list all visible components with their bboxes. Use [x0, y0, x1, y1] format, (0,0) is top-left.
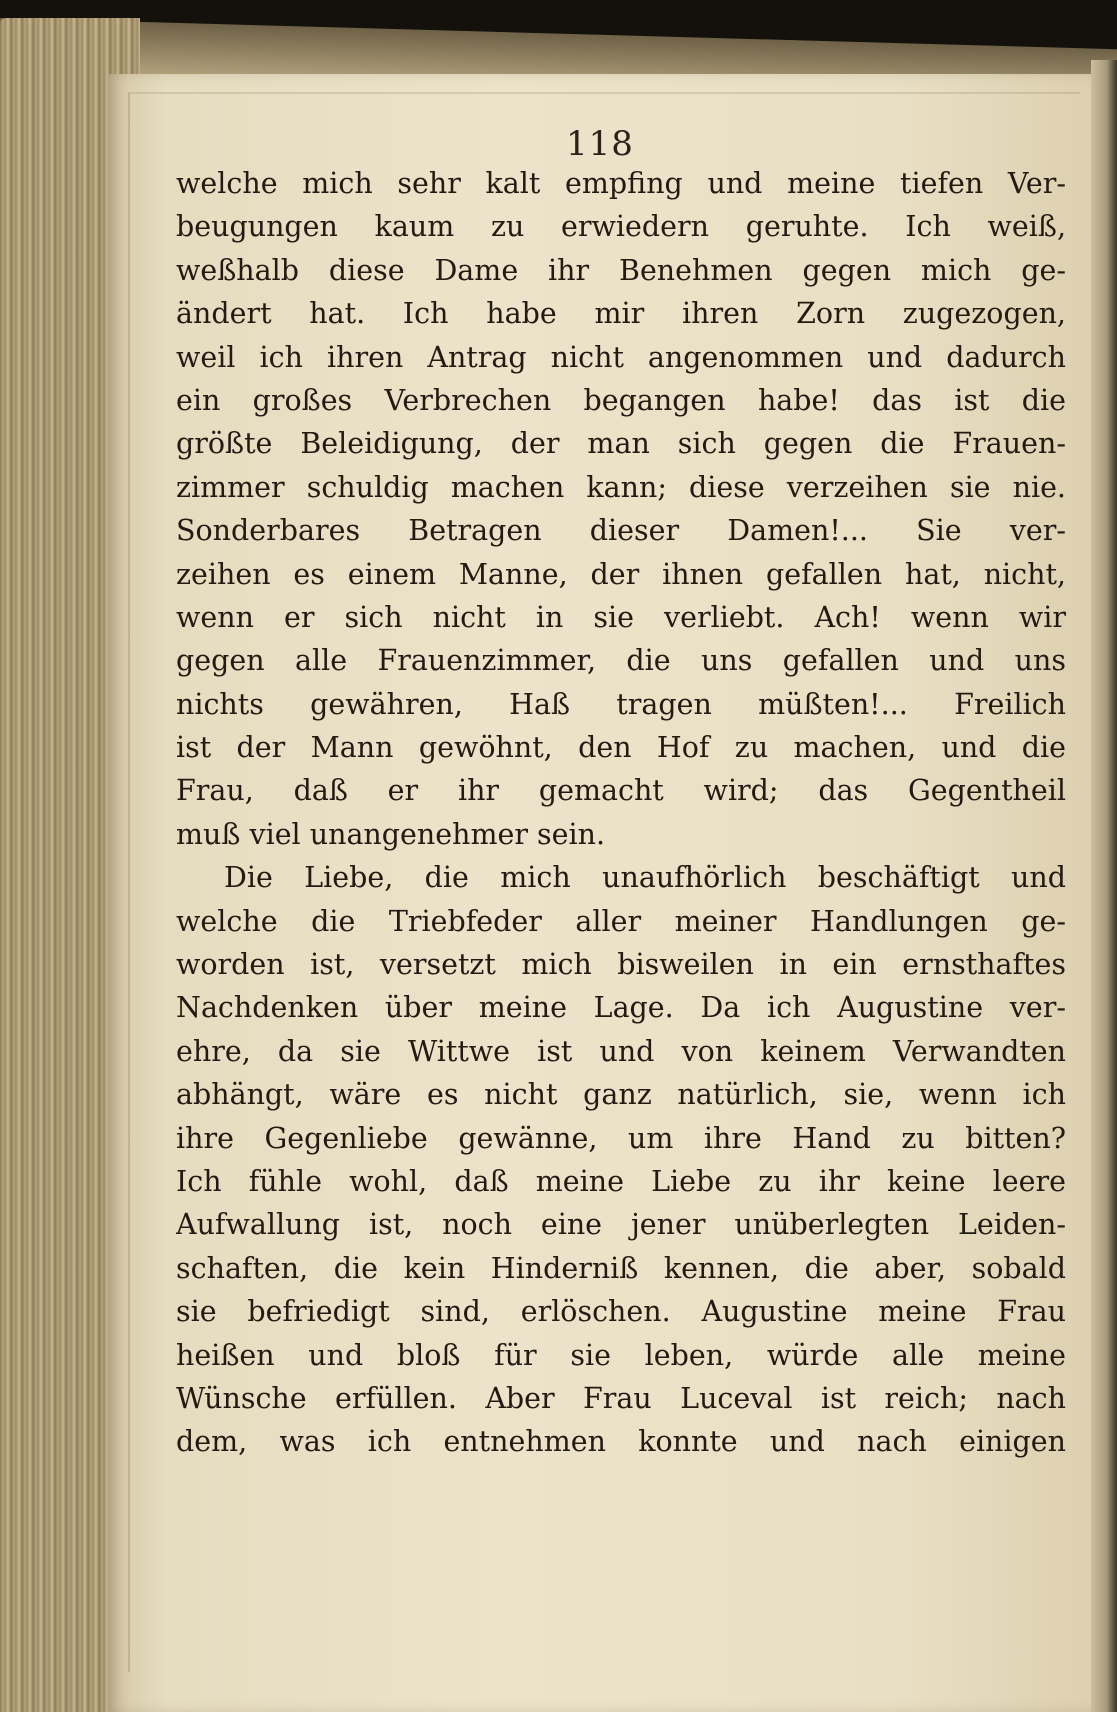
book-right-edge [1091, 60, 1117, 1712]
text-line: schaften, die kein Hinderniß kennen, die aber, sobald [176, 1251, 1066, 1285]
text-line: worden ist, versetzt mich bisweilen in ein ernsthaftes [176, 948, 1066, 982]
paragraph-1 [176, 162, 1066, 856]
text-line: Sonderbares Betragen dieser Damen!... Sie ver- [176, 514, 1066, 548]
page-number: 118 [566, 124, 634, 164]
paragraph-2 [176, 856, 1066, 1463]
text-line: Frau, daß er ihr gemacht wird; das Gegentheil [176, 774, 1066, 808]
text-line: heißen und bloß für sie leben, würde alle meine [176, 1338, 1066, 1372]
text-line: Wünsche erfüllen. Aber Frau Luceval ist reich; nach [176, 1381, 1066, 1415]
text-line: weßhalb diese Dame ihr Benehmen gegen mich ge- [176, 253, 1066, 287]
text-line: wenn er sich nicht in sie verliebt. Ach! wenn wir [176, 600, 1066, 634]
text-line: abhängt, wäre es nicht ganz natürlich, sie, wenn ich [176, 1078, 1066, 1112]
text-line: Nachdenken über meine Lage. Da ich Augustine ver- [176, 991, 1066, 1025]
text-line: zeihen es einem Manne, der ihnen gefallen hat, nicht, [176, 557, 1066, 591]
page-text [176, 162, 1066, 1464]
text-line: ihre Gegenliebe gewänne, um ihre Hand zu bitten? [176, 1121, 1066, 1155]
text-line: zimmer schuldig machen kann; diese verzeihen sie nie. [176, 470, 1066, 504]
text-line: beugungen kaum zu erwiedern geruhte. Ich weiß, [176, 210, 1066, 244]
text-line: sie befriedigt sind, erlöschen. Augustine meine Frau [176, 1295, 1066, 1329]
text-line: Die Liebe, die mich unaufhörlich beschäftigt und [224, 861, 1066, 895]
text-line: ehre, da sie Wittwe ist und von keinem Verwandten [176, 1034, 1066, 1068]
text-line: weil ich ihren Antrag nicht angenommen und dadurch [176, 340, 1066, 374]
text-line: ist der Mann gewöhnt, den Hof zu machen, und die [176, 731, 1066, 765]
text-line: größte Beleidigung, der man sich gegen die Frauen- [176, 427, 1066, 461]
text-line: welche die Triebfeder aller meiner Handlungen ge- [176, 904, 1066, 938]
text-line: ein großes Verbrechen begangen habe! das ist die [176, 383, 1066, 417]
text-line: Ich fühle wohl, daß meine Liebe zu ihr keine leere [176, 1164, 1066, 1198]
text-line: gegen alle Frauenzimmer, die uns gefallen und uns [176, 644, 1066, 678]
text-line: ändert hat. Ich habe mir ihren Zorn zugezogen, [176, 297, 1066, 331]
text-line: welche mich sehr kalt empfing und meine tiefen Ver- [176, 167, 1066, 200]
text-line: nichts gewähren, Haß tragen müßten!... Freilich [176, 687, 1066, 721]
text-line: muß viel unangenehmer sein. [176, 817, 606, 851]
text-line: Aufwallung ist, noch eine jener unüberlegten Leiden- [176, 1208, 1066, 1242]
text-line: dem, was ich entnehmen konnte und nach einigen [176, 1425, 1066, 1459]
